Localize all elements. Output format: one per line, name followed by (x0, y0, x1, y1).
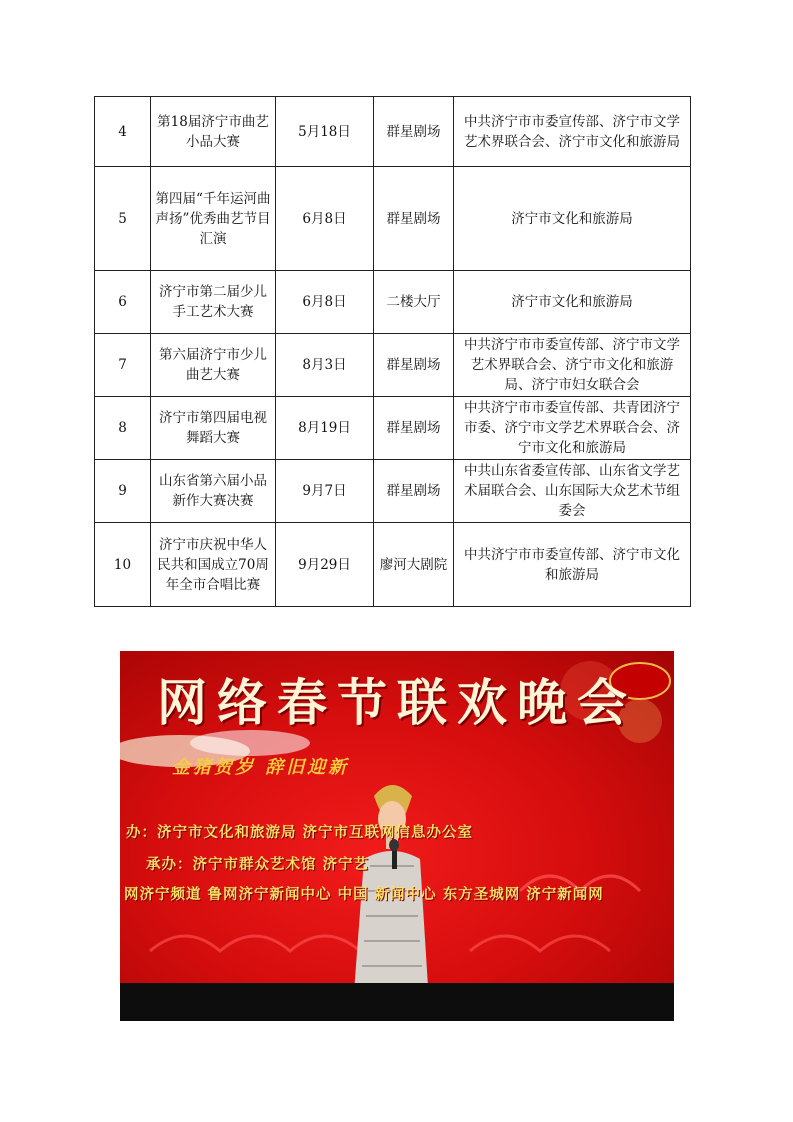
event-name: 济宁市庆祝中华人民共和国成立70周年全市合唱比赛 (151, 523, 276, 607)
event-date: 8月3日 (276, 334, 374, 397)
event-venue: 群星剧场 (374, 397, 454, 460)
stage-floor (120, 983, 674, 1021)
table-row (95, 334, 691, 397)
row-number: 7 (95, 334, 151, 397)
table-row (95, 460, 691, 523)
row-number: 9 (95, 460, 151, 523)
event-name: 济宁市第四届电视舞蹈大赛 (151, 397, 276, 460)
event-name: 山东省第六届小品新作大赛决赛 (151, 460, 276, 523)
row-number: 10 (95, 523, 151, 607)
row-number: 5 (95, 167, 151, 271)
event-venue: 廖河大剧院 (374, 523, 454, 607)
table-row (95, 523, 691, 607)
banner-slogan: 金猪贺岁 辞旧迎新 (172, 757, 350, 778)
event-photo (120, 651, 674, 1021)
row-number: 6 (95, 271, 151, 334)
event-name: 济宁市第二届少儿手工艺术大赛 (151, 271, 276, 334)
event-organizer: 中共济宁市市委宣传部、济宁市文化和旅游局 (454, 523, 691, 607)
event-name: 第18届济宁市曲艺小品大赛 (151, 97, 276, 167)
banner-host-line: 办：济宁市文化和旅游局 济宁市互联网信息办公室 (126, 825, 474, 841)
event-date: 9月7日 (276, 460, 374, 523)
row-number: 8 (95, 397, 151, 460)
event-venue: 二楼大厅 (374, 271, 454, 334)
table-row (95, 397, 691, 460)
event-venue: 群星剧场 (374, 97, 454, 167)
event-organizer: 中共济宁市市委宣传部、共青团济宁市委、济宁市文学艺术界联合会、济宁市文化和旅游局 (454, 397, 691, 460)
event-venue: 群星剧场 (374, 167, 454, 271)
wave-decor (150, 936, 360, 951)
banner-organizer-line: 承办：济宁市群众艺术馆 济宁艺 (146, 857, 370, 873)
banner-title: 网络春节联欢晚会 (157, 673, 637, 732)
event-name: 第六届济宁市少儿曲艺大赛 (151, 334, 276, 397)
event-organizer: 中共济宁市市委宣传部、济宁市文学艺术界联合会、济宁市文化和旅游局、济宁市妇女联合会 (454, 334, 691, 397)
event-organizer: 济宁市文化和旅游局 (454, 271, 691, 334)
table-row (95, 97, 691, 167)
event-date: 9月29日 (276, 523, 374, 607)
table-row (95, 167, 691, 271)
event-date: 5月18日 (276, 97, 374, 167)
banner-media-line: 网济宁频道 鲁网济宁新闻中心 中国 新闻中心 东方圣城网 济宁新闻网 (124, 887, 604, 903)
event-organizer: 中共山东省委宣传部、山东省文学艺术届联合会、山东国际大众艺术节组委会 (454, 460, 691, 523)
events-table (94, 96, 691, 607)
table-row (95, 271, 691, 334)
event-venue: 群星剧场 (374, 460, 454, 523)
row-number: 4 (95, 97, 151, 167)
event-date: 8月19日 (276, 397, 374, 460)
wave-decor (470, 936, 610, 951)
event-venue: 群星剧场 (374, 334, 454, 397)
event-name: 第四届“千年运河曲声扬”优秀曲艺节目汇演 (151, 167, 276, 271)
event-organizer: 中共济宁市市委宣传部、济宁市文学艺术界联合会、济宁市文化和旅游局 (454, 97, 691, 167)
event-organizer: 济宁市文化和旅游局 (454, 167, 691, 271)
event-date: 6月8日 (276, 167, 374, 271)
event-date: 6月8日 (276, 271, 374, 334)
